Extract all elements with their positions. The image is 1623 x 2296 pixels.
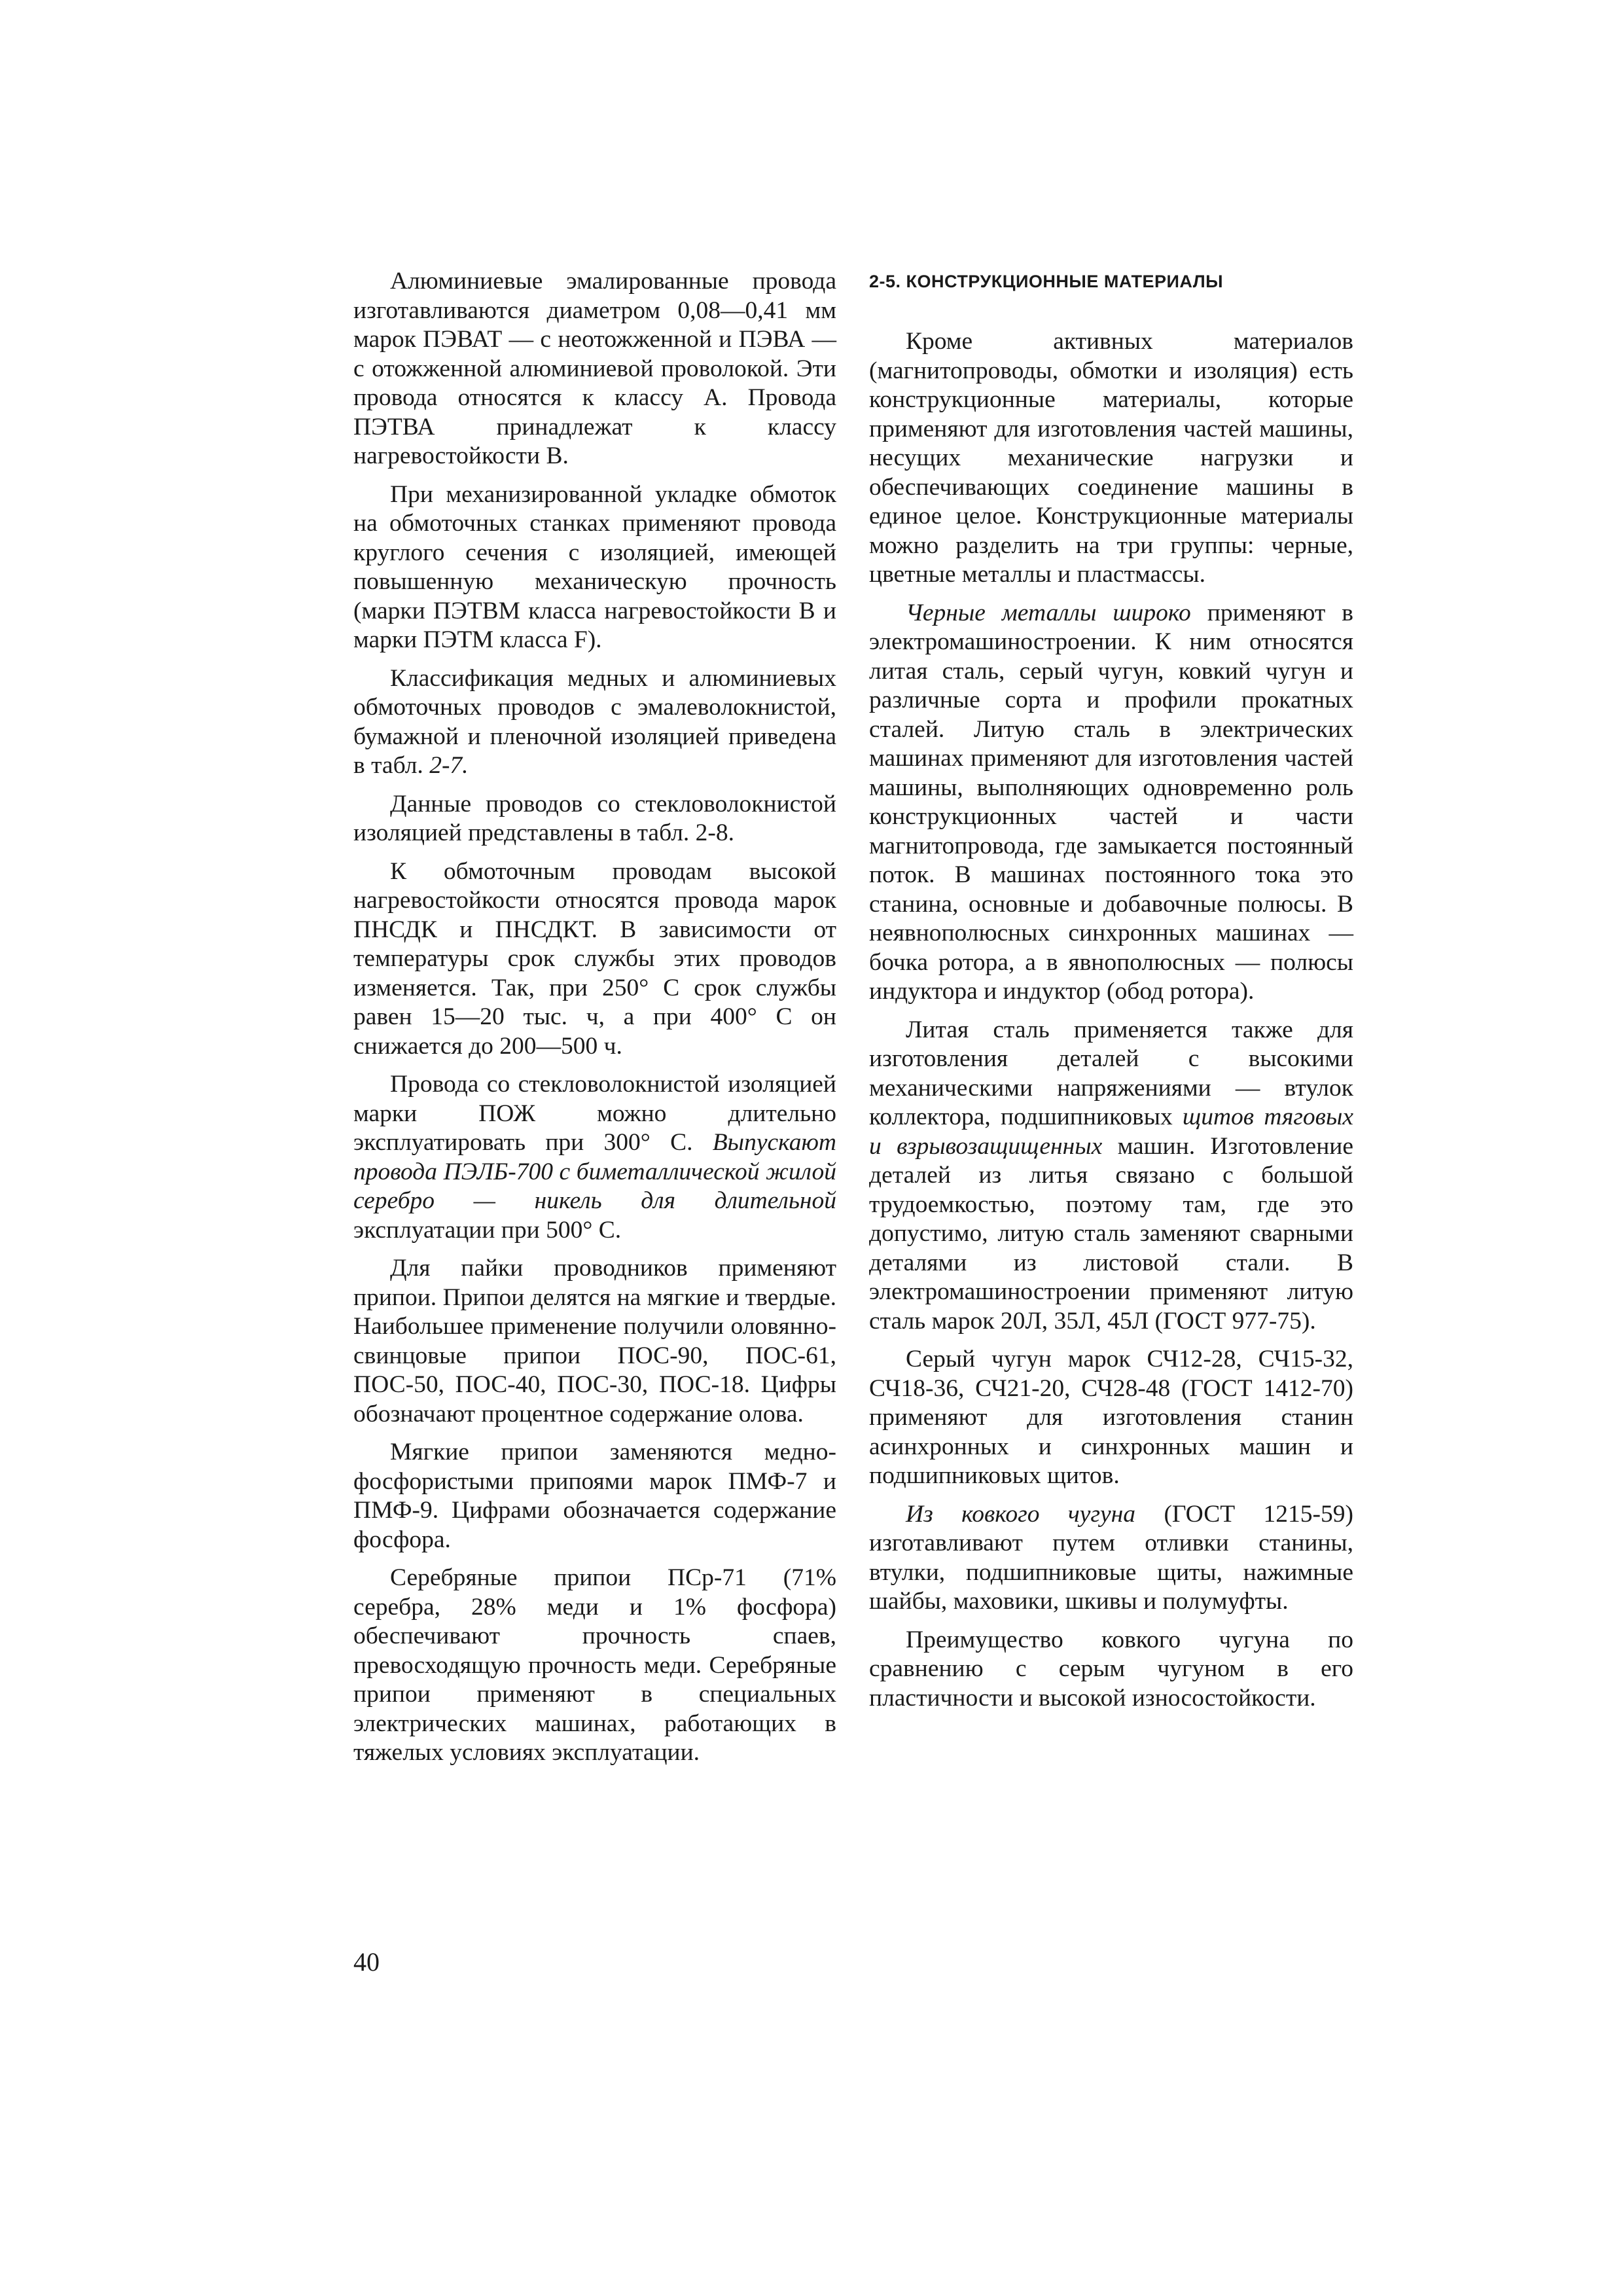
text-run: Литая сталь применяется также для изготовления деталей с высокими механическими напряжениями — втулок коллектора, подшипниковых bbox=[869, 1016, 1353, 1130]
paragraph bbox=[353, 664, 836, 781]
page-number: 40 bbox=[353, 1947, 380, 1977]
paragraph bbox=[869, 599, 1353, 1007]
italic-text: Черные металлы широко bbox=[906, 599, 1191, 626]
paragraph bbox=[353, 1070, 836, 1245]
italic-text: щитов тяговых и взрывозащищенных bbox=[869, 1103, 1353, 1160]
paragraph bbox=[353, 1564, 836, 1768]
italic-text: Выпускают провода ПЭЛБ-700 с биметаллической жилой серебро — никель для длительной bbox=[353, 1129, 836, 1214]
text-run: Алюминиевые эмалированные провода изготавливаются диаметром 0,08—0,41 мм марок ПЭВАТ — с неотожженной и ПЭВА — с отожженной алюминиевой проволокой. Эти провода относятся к классу А. Провода ПЭТВА принадлежат к классу нагревостойкости В. bbox=[353, 268, 836, 469]
paragraph bbox=[869, 327, 1353, 590]
text-run: Серебряные припои ПСр-71 (71% серебра, 28% меди и 1% фосфора) обеспечивают прочность спаев, превосходящую прочность меди. Серебряные припои применяют в специальных электрических машинах, работающих в тяжелых условиях эксплуатации. bbox=[353, 1564, 836, 1766]
paragraph bbox=[353, 267, 836, 471]
paragraph bbox=[869, 1016, 1353, 1336]
text-run: Кроме активных материалов (магнитопроводы, обмотки и изоляция) есть конструкционные материалы, которые применяют для изготовления частей машины, несущих механические нагрузки и обеспечивающих соединение машины в единое целое. Конструкционные материалы можно разделить на три группы: черные, цветные металлы и пластмассы. bbox=[869, 328, 1353, 588]
text-run: При механизированной укладке обмоток на обмоточных станках применяют провода круглого сечения с изоляцией, имеющей повышенную механическую прочность (марки ПЭТВМ класса нагревостойкости В и марки ПЭТМ класса F). bbox=[353, 480, 836, 653]
text-run: Провода со стекловолокнистой изоляцией марки ПОЖ можно длительно эксплуатировать при 300° С. bbox=[353, 1071, 836, 1156]
paragraph bbox=[353, 480, 836, 655]
text-run: Серый чугун марок СЧ12-28, СЧ15-32, СЧ18-36, СЧ21-20, СЧ28-48 (ГОСТ 1412-70) применяют для изготовления станин асинхронных и синхронных машин и подшипниковых щитов. bbox=[869, 1346, 1353, 1489]
paragraph bbox=[353, 790, 836, 848]
paragraph bbox=[353, 1254, 836, 1429]
text-run: (ГОСТ 1215-59) изготавливают путем отливки станины, втулки, подшипниковые щиты, нажимные шайбы, маховики, шкивы и полумуфты. bbox=[869, 1500, 1353, 1615]
text-run: К обмоточным проводам высокой нагревостойкости относятся провода марок ПНСДК и ПНСДКТ. В зависимости от температуры срок службы этих проводов изменяется. Так, при 250° С срок службы равен 15—20 тыс. ч, а при 400° С он снижается до 200—500 ч. bbox=[353, 857, 836, 1060]
paragraph bbox=[869, 1500, 1353, 1617]
right-column bbox=[869, 267, 1353, 1722]
text-run: Данные проводов со стекловолокнистой изоляцией представлены в табл. 2-8. bbox=[353, 790, 836, 846]
paragraph bbox=[869, 1345, 1353, 1491]
paragraph bbox=[353, 857, 836, 1062]
text-run: Классификация медных и алюминиевых обмоточных проводов с эмалеволокнистой, бумажной и пленочной изоляцией приведена в табл. bbox=[353, 664, 836, 779]
text-run: Для пайки проводников применяют припои. Припои делятся на мягкие и твердые. Наибольшее применение получили оловянно-свинцовые припои ПОС-90, ПОС-61, ПОС-50, ПОС-40, ПОС-30, ПОС-18. Цифры обозначают процентное содержание олова. bbox=[353, 1255, 836, 1427]
paragraph bbox=[353, 1438, 836, 1554]
italic-text: 2-7. bbox=[429, 752, 469, 779]
text-run: Преимущество ковкого чугуна по сравнению с серым чугуном в его пластичности и высокой износостойкости. bbox=[869, 1626, 1353, 1712]
italic-text: Из ковкого чугуна bbox=[906, 1500, 1136, 1528]
section-heading: 2-5. КОНСТРУКЦИОННЫЕ МАТЕРИАЛЫ bbox=[869, 272, 1224, 291]
text-run: машин. Изготовление деталей из литья связано с большой трудоемкостью, поэтому там, где это допустимо, литую сталь заменяют сварными деталями из листовой стали. В электромашиностроении применяют литую сталь марок 20Л, 35Л, 45Л (ГОСТ 977-75). bbox=[869, 1132, 1353, 1335]
text-run: эксплуатации при 500° С. bbox=[353, 1216, 622, 1244]
text-run: Мягкие припои заменяются медно-фосфористыми припоями марок ПМФ-7 и ПМФ-9. Цифрами обозначается содержание фосфора. bbox=[353, 1439, 836, 1553]
paragraph bbox=[869, 1626, 1353, 1713]
left-column bbox=[353, 267, 836, 1777]
text-run: применяют в электромашиностроении. К ним относятся литая сталь, серый чугун, ковкий чугун и различные сорта и профили прокатных сталей. Литую сталь в электрических машинах применяют для изготовления частей машины, выполняющих одновременно роль конструкционных частей и части магнитопровода, где замыкается постоянный поток. В машинах постоянного тока это станина, основные и добавочные полюсы. В неявнополюсных синхронных машинах — бочка ротора, а в явнополюсных — полюсы индуктора и индуктор (обод ротора). bbox=[869, 599, 1353, 1005]
